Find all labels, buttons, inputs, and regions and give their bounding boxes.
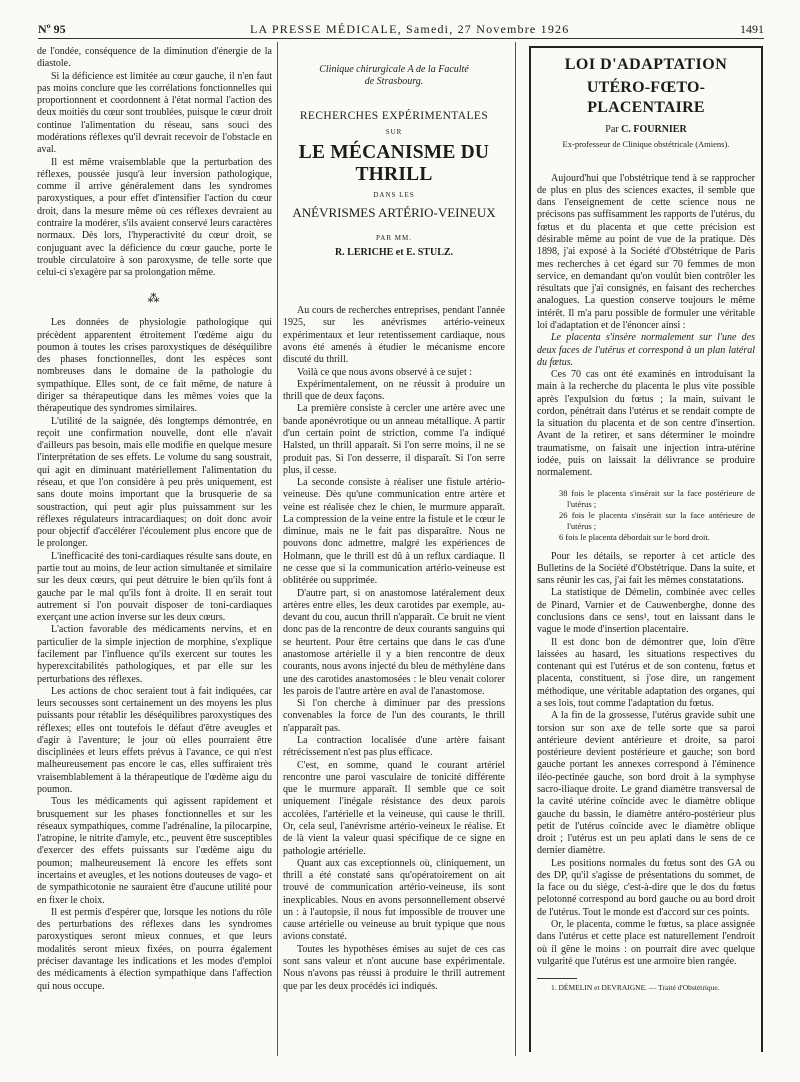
footnote: 1. DÉMELIN et DEVRAIGNE. — Traité d'Obstétrique. (551, 983, 720, 993)
paragraph: La contraction localisée d'une artère faisant rétrécissement n'est pas plus efficace. (283, 734, 505, 759)
paragraph: Ces 70 cas ont été examinés en introduisant la main à la recherche du placenta le plus vite possible après l'expulsion du fœtus ; la main, suivant le cordon, pénétrait dans l'utérus et se rendait compte de la situation du placenta et de son centre d'insertion. Avant de la retirer, et sans déterminer le moindre traumatisme, on faisait une injection intra-utérine iodée, puis on laissait la délivrance se produire normalement. (537, 369, 755, 479)
paragraph: La statistique de Démelin, combinée avec celles de Pinard, Varnier et de Cauwenberghe, donne des conclusions dans ce sens¹, tout en laissant dans le vague le mode d'insertion placentaire. (537, 587, 755, 636)
paragraph: Il est donc bon de démontrer que, loin d'être laissées au hasard, les situations respectives du contenant qui est l'utérus et de son contenu, fœtus et placenta, constituent, si j'ose dire, un rangement méthodique, une véritable adaptation des organes, qui a ses lois, tout comme l'adaptation du fœtus. (537, 636, 755, 709)
column-right (529, 46, 763, 1052)
article-kicker: RECHERCHES EXPÉRIMENTALES (299, 110, 489, 122)
statistic-item: 6 fois le placenta débordait sur le bord droit. (559, 531, 710, 542)
clinic-line: de Strasbourg. (364, 76, 424, 87)
article-title-line2: UTÉRO-FŒTO-PLACENTAIRE (586, 79, 706, 116)
article-author: C. FOURNIER (621, 124, 687, 135)
law-statement: Le placenta s'insère normalement sur l'une des deux faces de l'utérus et correspond à un plan latéral du fœtus. (537, 332, 755, 368)
column-left (37, 46, 272, 993)
article-title: LE MÉCANISME DU THRILL (298, 142, 490, 186)
clinic-line: Clinique chirurgicale A de la Faculté (319, 64, 469, 75)
column-rule-left (277, 42, 278, 1056)
page-number: 1491 (740, 22, 764, 36)
footnote-rule (537, 978, 577, 979)
paragraph: Expérimentalement, on ne réussit à produire un thrill que de deux façons. (283, 378, 505, 403)
paragraph: L'inefficacité des toni-cardiaques résulte sans doute, en partie tout au moins, de leur action simultanée et similaire sur les deux cœurs, qui peut détruire le bien qu'ils font à gauche par le mal qu'ils font à droite. Il en serait tout autrement si l'on pouvait disposer de toni-cardiaques exerçant une action inverse sur les deux cœurs. (37, 550, 272, 624)
paragraph: L'utilité de la saignée, dès longtemps démontrée, en reçoit une confirmation nouvelle, dont elle n'avait d'ailleurs pas besoin, mais elle modifie en quelque mesure l'interprétation de ses effets. Le volume du sang soustrait, qui agit en diminuant matériellement l'alimentation du réseau, et que l'on considère à peu près uniquement, est sans doute moins important que la brusquerie de sa soustraction, qui peut agir plus puissamment sur les réflexes régulateurs intracardiaques; on doit donc avoir pour objectif d'accélérer l'écoulement plus encore que de le prolonger. (37, 415, 272, 550)
article-body (283, 305, 505, 993)
paragraph: Il est permis d'espérer que, lorsque les notions du rôle des perturbations des réflexes dans les syndromes paroxystiques seront mieux connues, et que leurs modalités seront mieux fixées, on pourra également préciser davantage les indications et les modes d'emploi des médicaments à élection sympathique dans l'affection qui nous occupe. (37, 906, 272, 992)
column-rule-right (515, 42, 516, 1056)
section-separator: ⁂ (147, 291, 162, 306)
article-connector: SUR (385, 128, 403, 136)
paragraph: L'action favorable des médicaments nervins, et en particulier de la simple injection de morphine, s'explique facilement par l'influence qu'ils exercent sur toutes les hyperexcitabilités pathologiques, et par elle sur les perturbations des réflexes. (37, 624, 272, 685)
byline-prefix: Par (605, 124, 619, 135)
paragraph: A la fin de la grossesse, l'utérus gravide subit une torsion sur son axe de telle sorte que sa paroi antérieure devient antérieure et droite, sa paroi postérieure devient postérieure et gauche; son bord gauche portant les annexes correspond à l'éminence iléo-pectinée gauche, son bord droit à la symphyse sacro-iliaque droite. Le grand diamètre transversal de la cavité utérine coïncide avec le diamètre oblique gauche du bassin, le diamètre antéro-postérieur plus petit de l'utérus coïncide avec le diamètre oblique droit ; l'utérus est un peu aplati dans le sens de ce dernier diamètre. (537, 710, 755, 857)
header-rule (38, 38, 764, 39)
paragraph: Les positions normales du fœtus sont des GA ou des DP, qu'il s'agisse de présentations du sommet, de la face ou du siège, c'est-à-dire que le dos du fœtus pelotonné correspond au bord gauche ou au bord droit de l'utérus. Tout le monde est d'accord sur ces points. (537, 857, 755, 918)
paragraph: Quant aux cas exceptionnels où, cliniquement, un thrill a été constaté sans qu'opératoirement on ait trouvé de communication artério-veineuse, ils sont inexplicables. Nous en avons personnellement observé un : à l'autopsie, il nous fut impossible de trouver une cause artérielle ou veineuse au bruit typique que nous avions constaté. (283, 857, 505, 943)
byline-prefix: PAR MM. (376, 233, 412, 242)
paragraph: C'est, en somme, quand le courant artériel rencontre une paroi vasculaire de tonicité différente que le murmure apparaît. Il semble que ce soit uniquement l'inégale résistance des deux parois accolées, l'artérielle et la veineuse, qui cause le thrill. Or, cela seul, l'anévrisme artério-veineux le réalise. Et de là vient la valeur quasi spécifique de ce signe en pathologie artérielle. (283, 759, 505, 857)
byline (537, 124, 755, 136)
article-box (529, 46, 763, 1052)
paragraph: Les actions de choc seraient tout à fait indiquées, car leurs secousses sont certainement un des moyens les plus puissants pour rétablir les déséquilibres paroxystiques des réflexes; elles ont toutefois le défaut d'être aveugles et d'agir à l'aventure; le jour où elles pourraient être disciplinées et leurs effets prévus à l'avance, ce qui n'est malheureusement pas encore le cas, elles suffiraient très vraisemblablement à la thérapeutique de l'œdème aigu du poumon. (37, 685, 272, 796)
paragraph: de l'ondée, conséquence de la diminution d'énergie de la diastole. (37, 46, 272, 70)
paragraph: Si l'on cherche à diminuer par des pressions convenables la force de l'un des courants, le thrill n'apparaît pas. (283, 698, 505, 734)
statistic-item: 26 fois le placenta s'insérait sur la face antérieure de l'utérus ; (559, 509, 755, 531)
paragraph: Les données de physiologie pathologique qui précèdent apparentent étroitement l'œdème aigu du poumon à toutes les crises paroxystiques de déséquilibre des phases fonctionnelles, dont les espèces sont nombreuses dans le domaine de la pathologie du sympathique. Elles sont, de ce fait même, de nature à diriger sa thérapeutique dans les mêmes voies que la thérapeutique des syndromes similaires. (37, 317, 272, 415)
paragraph: Si la déficience est limitée au cœur gauche, il n'en faut pas moins conclure que les corrélations fonctionnelles qui proportionnent et coordonnent à l'état normal l'action des deux moitiés du cœur sont troublées, puisque le cœur droit continue l'alimentation du réseau, sans souci des modérations réflexes qu'il devrait recevoir de l'obstacle en aval. (37, 70, 272, 156)
article-title: LOI D'ADAPTATION (564, 56, 728, 73)
paragraph: Or, le placenta, comme le fœtus, sa place assignée dans l'utérus et cette place est naturellement l'endroit où il gêne le moins : on pourrait dire avec quelque vulgarité que l'utérus est une armoire bien rangée. (537, 919, 755, 967)
column-middle (283, 46, 505, 993)
paragraph: Il est même vraisemblable que la perturbation des réflexes, poussée jusqu'à leur inversion pathologique, comme il arrive généralement dans les syndromes paroxystiques, a pour effet d'intensifier l'action du cœur droit, dans la mesure même où ces réflexes devraient au contraire la modérer, s'ils avaient conservé leurs caractères normaux. Dès lors, l'hyperactivité du cœur droit, se conjuguant avec la déficience du cœur gauche, porte le trouble circulatoire à son paroxysme, de telle sorte que celui-ci s'exagère par sa prolongation même. (37, 156, 272, 279)
page-header (38, 22, 764, 44)
paragraph: Au cours de recherches entreprises, pendant l'année 1925, sur les anévrismes artério-veineux expérimentaux et leur retentissement cardiaque, nous avons été amenés à étudier le mécanisme encore discuté du thrill. (283, 305, 505, 366)
statistic-item: 38 fois le placenta s'insérait sur la face postérieure de l'utérus ; (559, 487, 755, 509)
article-connector: DANS LES (373, 191, 415, 200)
paragraph: Voilà ce que nous avons observé à ce sujet : (297, 366, 473, 378)
paragraph: Tous les médicaments qui agissent rapidement et brusquement sur les phases fonctionnelles et sur les réseaux sympathiques, comme l'adrénaline, la pilocarpine, l'atropine, le nitrite d'amyle, etc., peuvent être susceptibles d'exercer des effets puissants sur l'œdème aigu du poumon; malheureusement là encore les effets sont incertains et aveugles, et les notions douteuses de vago- et de sympathicotonie ne sauraient être d'aucune utilité pour en fixer le choix. (37, 796, 272, 906)
issue-number: Nº 95 (38, 22, 66, 36)
statistics-list (537, 488, 755, 543)
article-subtitle: ANÉVRISMES ARTÉRIO-VEINEUX (292, 204, 496, 220)
paragraph: La seconde consiste à réaliser une fistule artério-veineuse. Dès qu'une communication entre artère et veine est réalisée chez le chien, le murmure apparaît. La compression de la veine entre la fistule et le cœur le diminue, mais ne le fait pas disparaître. Nous ne pouvons donc admettre, malgré les expériences de Holmann, que le thrill est dû à un reflux cardiaque. Il ne cesse que si la communication artério-veineuse est oblitérée ou supprimée. (283, 477, 505, 587)
article-authors: R. LERICHE et E. STULZ. (334, 246, 454, 258)
article-body (537, 173, 755, 994)
paragraph: La première consiste à cercler une artère avec une bande aponévrotique ou un anneau métallique. A partir d'un certain point de striction, comme l'a indiqué Halsted, un thrill apparaît. Si l'on serre moins, il ne se produit pas. Si l'on desserre, il disparaît. Si l'on serre plus, il cesse. (283, 403, 505, 476)
paragraph: Toutes les hypothèses émises au sujet de ces cas sont sans valeur et n'ont aucune base expérimentale. Nous n'avons pas réussi à produire le thrill autrement que par les deux procédés ici indiqués. (283, 943, 505, 992)
author-affiliation: Ex-professeur de Clinique obstétricale (Amiens). (562, 139, 730, 150)
paragraph: Pour les détails, se reporter à cet article des Bulletins de la Société d'Obstétrique. Dans la suite, et sans réunir les cas, j'ai fait les mêmes constatations. (537, 550, 755, 587)
paragraph: Aujourd'hui que l'obstétrique tend à se rapprocher de plus en plus des sciences exactes, il semble que dans l'enseignement de cette science nous ne précisons pas suffisamment les rapports de l'utérus, du fœtus et du placenta et que cette précision est désirable même au point de vue de la pratique. Dès 1898, j'ai exposé à la Société d'Obstétrique de Paris mes recherches à cet égard sur 70 femmes de mon service, en demandant qu'on voulût bien contrôler les résultats que j'ai consignés, en faisant des recherches analogues. La question conserve toujours le même intérêt. Il m'a paru possible de formuler une véritable loi d'adaptation et de l'énoncer ainsi : (537, 172, 755, 331)
journal-title: LA PRESSE MÉDICALE, Samedi, 27 Novembre 1926 (250, 22, 570, 36)
paragraph: D'autre part, si on anastomose latéralement deux artères entre elles, les deux carotides par exemple, au-devant du cou, aucun thrill n'apparaît. Ce bruit ne vient donc pas de la rencontre de deux courants sanguins qui se heurtent. Pour être certains que dans le cas d'une anastomose artérielle il y a bien rencontre de deux courants, nous avons injecté du bleu de méthylène dans une des carotides anastomosées : le bleu venait colorer les parois de l'autre artère en aval de l'anastomose. (283, 587, 505, 697)
